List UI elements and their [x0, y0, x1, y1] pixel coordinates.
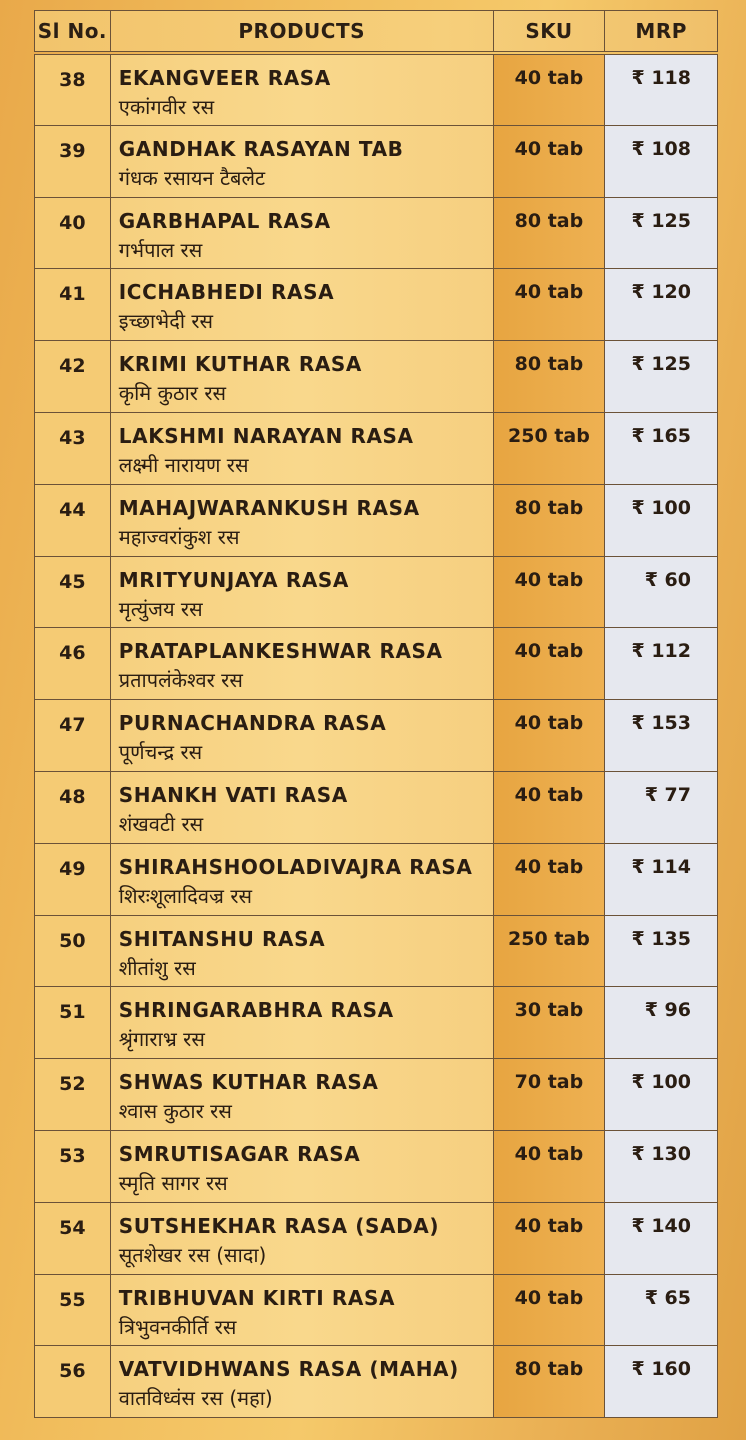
- row-product: [111, 1131, 494, 1202]
- product-name-english: PRATAPLANKESHWAR RASA: [118, 639, 443, 664]
- table-row: [34, 1275, 718, 1347]
- product-name-english: SHRINGARABHRA RASA: [118, 998, 394, 1023]
- product-name-hindi: शंखवटी रस: [118, 811, 204, 836]
- row-product: [111, 1346, 494, 1417]
- product-name-hindi: श्वास कुठार रस: [118, 1099, 232, 1124]
- row-sku: 40 tab: [494, 628, 606, 699]
- product-name-english: ICCHABHEDI RASA: [118, 280, 335, 305]
- product-name-english: SMRUTISAGAR RASA: [118, 1141, 361, 1166]
- row-mrp: ₹ 77: [605, 772, 717, 843]
- row-product: [111, 55, 494, 125]
- row-sku: 70 tab: [494, 1059, 606, 1130]
- product-name-english: SHWAS KUTHAR RASA: [118, 1070, 379, 1095]
- row-mrp: ₹ 108: [605, 126, 717, 197]
- table-row: [34, 54, 718, 126]
- row-mrp: ₹ 160: [605, 1346, 717, 1417]
- row-mrp: ₹ 165: [605, 413, 717, 484]
- product-name-english: TRIBHUVAN KIRTI RASA: [118, 1285, 396, 1310]
- product-name-hindi: पूर्णचन्द्र रस: [118, 740, 203, 765]
- row-sku: 40 tab: [494, 1275, 606, 1346]
- row-sl-no: 52: [35, 1059, 111, 1130]
- row-product: [111, 557, 494, 628]
- row-product: [111, 1059, 494, 1130]
- table-row: [34, 1203, 718, 1275]
- row-mrp: ₹ 130: [605, 1131, 717, 1202]
- row-sku: 40 tab: [494, 772, 606, 843]
- product-name-hindi: गंधक रसायन टैबलेट: [118, 165, 266, 190]
- row-product: [111, 700, 494, 771]
- product-name-hindi: त्रिभुवनकीर्ति रस: [118, 1314, 237, 1339]
- row-sl-no: 41: [35, 269, 111, 340]
- row-product: [111, 844, 494, 915]
- row-sku: 40 tab: [494, 126, 606, 197]
- row-sku: 80 tab: [494, 198, 606, 269]
- row-sku: 80 tab: [494, 485, 606, 556]
- product-name-english: SUTSHEKHAR RASA (SADA): [118, 1213, 440, 1238]
- row-mrp: ₹ 65: [605, 1275, 717, 1346]
- table-row: [34, 1346, 718, 1418]
- table-body: [34, 54, 718, 1418]
- row-sku: 80 tab: [494, 341, 606, 412]
- product-name-english: SHITANSHU RASA: [118, 926, 326, 951]
- header-sku: SKU: [494, 11, 606, 51]
- product-name-hindi: मृत्युंजय रस: [118, 596, 203, 621]
- row-sl-no: 54: [35, 1203, 111, 1274]
- row-mrp: ₹ 112: [605, 628, 717, 699]
- table-row: [34, 987, 718, 1059]
- product-name-english: LAKSHMI NARAYAN RASA: [118, 423, 414, 448]
- row-product: [111, 772, 494, 843]
- row-sku: 250 tab: [494, 916, 606, 987]
- product-name-hindi: प्रतापलंकेश्वर रस: [118, 668, 243, 693]
- row-sl-no: 55: [35, 1275, 111, 1346]
- row-product: [111, 269, 494, 340]
- row-product: [111, 916, 494, 987]
- price-table: [34, 10, 718, 1418]
- product-name-hindi: सूतशेखर रस (सादा): [118, 1242, 267, 1267]
- row-product: [111, 628, 494, 699]
- product-name-hindi: इच्छाभेदी रस: [118, 309, 214, 334]
- product-name-english: GARBHAPAL RASA: [118, 208, 331, 233]
- table-row: [34, 485, 718, 557]
- table-row: [34, 844, 718, 916]
- row-mrp: ₹ 118: [605, 55, 717, 125]
- row-mrp: ₹ 120: [605, 269, 717, 340]
- product-name-hindi: लक्ष्मी नारायण रस: [118, 452, 249, 477]
- row-mrp: ₹ 153: [605, 700, 717, 771]
- product-name-hindi: वातविध्वंस रस (महा): [118, 1386, 273, 1411]
- row-sl-no: 50: [35, 916, 111, 987]
- row-sl-no: 40: [35, 198, 111, 269]
- product-name-english: MAHAJWARANKUSH RASA: [118, 495, 420, 520]
- product-name-english: PURNACHANDRA RASA: [118, 711, 387, 736]
- row-product: [111, 126, 494, 197]
- row-sku: 40 tab: [494, 55, 606, 125]
- row-sku: 40 tab: [494, 1203, 606, 1274]
- product-name-english: EKANGVEER RASA: [118, 66, 331, 90]
- row-sl-no: 38: [35, 55, 111, 125]
- row-mrp: ₹ 135: [605, 916, 717, 987]
- product-name-hindi: महाज्वरांकुश रस: [118, 524, 240, 549]
- product-name-english: KRIMI KUTHAR RASA: [118, 352, 362, 377]
- row-sku: 40 tab: [494, 844, 606, 915]
- product-name-english: GANDHAK RASAYAN TAB: [118, 136, 404, 161]
- table-row: [34, 269, 718, 341]
- row-mrp: ₹ 60: [605, 557, 717, 628]
- header-products: PRODUCTS: [111, 11, 494, 51]
- table-row: [34, 1059, 718, 1131]
- table-row: [34, 700, 718, 772]
- row-mrp: ₹ 125: [605, 198, 717, 269]
- table-row: [34, 1131, 718, 1203]
- row-sl-no: 48: [35, 772, 111, 843]
- row-mrp: ₹ 125: [605, 341, 717, 412]
- product-name-english: VATVIDHWANS RASA (MAHA): [118, 1357, 459, 1382]
- row-product: [111, 485, 494, 556]
- table-row: [34, 126, 718, 198]
- row-mrp: ₹ 114: [605, 844, 717, 915]
- row-sku: 40 tab: [494, 700, 606, 771]
- row-mrp: ₹ 100: [605, 1059, 717, 1130]
- row-sl-no: 46: [35, 628, 111, 699]
- table-row: [34, 341, 718, 413]
- product-name-hindi: स्मृति सागर रस: [118, 1170, 228, 1195]
- row-mrp: ₹ 100: [605, 485, 717, 556]
- header-mrp: MRP: [635, 19, 687, 43]
- product-name-english: MRITYUNJAYA RASA: [118, 567, 349, 592]
- row-product: [111, 987, 494, 1058]
- row-sl-no: 43: [35, 413, 111, 484]
- table-row: [34, 772, 718, 844]
- row-sku: 40 tab: [494, 557, 606, 628]
- row-product: [111, 1203, 494, 1274]
- row-product: [111, 413, 494, 484]
- row-sl-no: 45: [35, 557, 111, 628]
- product-name-english: SHIRAHSHOOLADIVAJRA RASA: [118, 854, 473, 879]
- table-row: [34, 198, 718, 270]
- row-sl-no: 56: [35, 1346, 111, 1417]
- product-name-hindi: श्रृंगाराभ्र रस: [118, 1027, 205, 1052]
- row-sl-no: 47: [35, 700, 111, 771]
- table-header: [34, 10, 718, 52]
- row-sku: 40 tab: [494, 1131, 606, 1202]
- product-name-hindi: कृमि कुठार रस: [118, 381, 227, 406]
- row-mrp: ₹ 140: [605, 1203, 717, 1274]
- table-row: [34, 916, 718, 988]
- row-product: [111, 341, 494, 412]
- row-sl-no: 53: [35, 1131, 111, 1202]
- row-sku: 250 tab: [494, 413, 606, 484]
- product-name-hindi: शीतांशु रस: [118, 955, 196, 980]
- product-name-hindi: शिरःशूलादिवज्र रस: [118, 883, 253, 908]
- table-row: [34, 557, 718, 629]
- header-sl-no: Sl No.: [35, 11, 111, 51]
- row-mrp: ₹ 96: [605, 987, 717, 1058]
- row-sl-no: 51: [35, 987, 111, 1058]
- row-sl-no: 44: [35, 485, 111, 556]
- product-name-hindi: गर्भपाल रस: [118, 237, 203, 262]
- table-row: [34, 628, 718, 700]
- row-sl-no: 42: [35, 341, 111, 412]
- product-name-english: SHANKH VATI RASA: [118, 782, 348, 807]
- row-sl-no: 49: [35, 844, 111, 915]
- row-sku: 40 tab: [494, 269, 606, 340]
- product-name-hindi: एकांगवीर रस: [118, 95, 215, 119]
- row-sku: 30 tab: [494, 987, 606, 1058]
- table-row: [34, 413, 718, 485]
- row-sku: 80 tab: [494, 1346, 606, 1417]
- row-product: [111, 198, 494, 269]
- row-product: [111, 1275, 494, 1346]
- row-sl-no: 39: [35, 126, 111, 197]
